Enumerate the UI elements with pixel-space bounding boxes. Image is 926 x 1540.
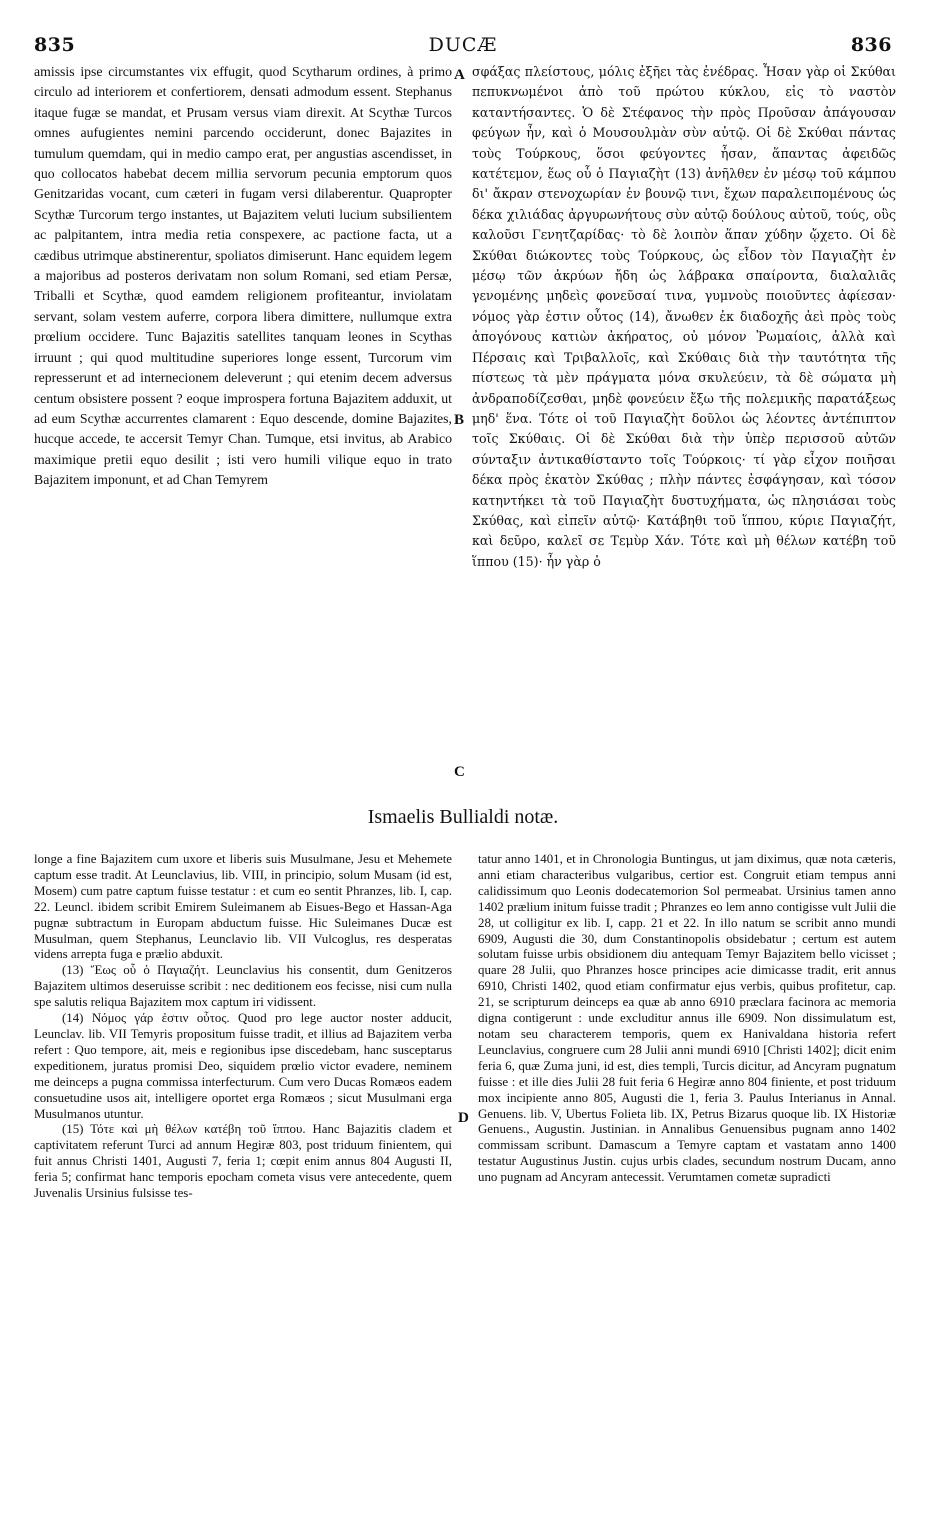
note-paragraph: longe a fine Bajazitem cum uxore et liberis suis Musulmane, Jesu et Mehemete captum esse tradit. At Leunclavius, lib. VIII, in principio, solum Musam (id est, Mosem) cum patre captum fuisse testatur : et cum eo sentit Phranzes, lib. I, cap. 22. Leuncl. ibidem scribit Emirem Suleimanem ab Eisues-Bego et Hassan-Aga pugnæ subtractum in Europam abductum fuisse. Hic Suleimanes Ducæ est Musulman, quem Stephanus, Leunclavio lib. VII Vulcoglus, res desperatas videns arrepta fuga e prælio abduxit. <box>34 852 452 962</box>
note-paragraph-continued: tatur anno 1401, et in Chronologia Buntingus, ut jam diximus, quæ nota cæteris, anni etiam characteribus vulgaribus, certior est. Congruit etiam tempus anni calidissimum quo Leonis dodecatemorion Sol permeabat. Ursinius tamen anno 1402 prælium initum fuisse tradit ; Phranzes eo lem anno contigisse vult Julii die 28, ut colligitur ex lib. I, capp. 21 et 22. In illo natum se scribit anno mundi 6909, Augusti die 30, dum Constantinopolis obsidebatur ; certum est autem solutam fuisse urbis obsidionem diu antequam Temyr Bajazitem bello vicisset ; quare 28 Julii, quo Phranzes hosce principes acie dimicasse tradit, erit annus 6910, Christi 1402, quod etiam confirmatur ejus verbis, quibus profitetur, cap. 21, se scripturum deinceps ea quæ ab anno 6910 præclara facinora ac memoria digna contigerunt : unde excluditur annus ille 6909. Non dissimulatum est, notam seu characterem temporis, quem ex Hanivaldana historia refert Leunclavius, congruere cum 28 Julii anni mundi 6910 [Christi 1402]; dicit enim feria 6, quæ Zuma juni, id est, dies templi, Turcis dicitur, ad Ancyram pugnatum fuisse : et ille dies Julii 28 fuit feria 6 Hegiræ anno 804 finiente, et post triduum mox incipiente anno 805, Augusti die 1, feria 3. Paulus Interianus in Annal. Genuens. lib. V, Ubertus Folieta lib. IX, Petrus Bizarus quoque lib. IX Historiæ Genuens., Augustin. Justinian. in Annalibus Genuensibus pugnam anno 1402 commissam scribunt. Damascum a Temyre captam et vastatam anno 1400 testatur Augustinus Justin. cujus urbis clades, secundum nostrum Ducam, anno uno pugnam ad Ancyram antecessit. Verumtamen cometæ supradicti <box>478 852 896 1185</box>
page-number-left: 835 <box>34 34 76 56</box>
note-15: (15) Τότε καὶ μὴ θέλων κατέβη τοῦ ἵππου. Hanc Bajazitis cladem et captivitatem referunt Turci ad annum Hegiræ 803, post triduum finientem, qui fuit annus Christi 1401, Augusti 7, feria 1; cœpit enim annus 804 Augusti II, feria 5; confirmat hanc temporis epocham cometa visus vere antecedente, quem Juvenalis Ursinius fulsisse tes- <box>34 1122 452 1201</box>
note-14: (14) Νόμος γάρ ἐστιν οὗτος. Quod pro lege auctor noster adducit, Leunclav. lib. VII Temyris propositum fuisse tradit, et illius ad Bajazitem verba refert : Quo tempore, ait, meis e regionibus ipse discedebam, hanc susceptarus expeditionem, juratus promisi Deo, siquidem prœlio victor evadere, neminem me deinceps a pugna commissa interfecturum. Cum vero Ducas Romæos eadem consuetudine usos ait, intelligere oportet erga Romæos ; sicut Musulmani erga Musulmanos utuntur. <box>34 1011 452 1121</box>
page-number-right: 836 <box>850 34 892 56</box>
latin-paragraph: amissis ipse circumstantes vix effugit, quod Scytharum ordines, à primo circulo ad interiorem et confertiorem, densati admodum essent. Stephanus itaque fugæ se mandat, et Prusam versus viam direxit. At Scythæ Turcos omnes aufugientes nemini parcendo occiderunt, donec Bajazites in tumulum quemdam, qui in medio campo erat, per angustias ascendisset, in quo collocatos habebat decem millia servorum pecunia emptorum quos Genitzaridas vocant, cum cæteri in fugam versi dilaberentur. Quapropter Scythæ Turcorum tergo instantes, ut Bajazitem veluti lucium subsilientem ac palpitantem, intra media retia conspexere, ac pactione facta, ut a cædibus utrimque abstinerentur, spoliatos dimiserunt. Hanc equidem legem a majoribus ad posteros derivatam non solum Romani, sed etiam Persæ, Triballi et Scythæ, quod eamdem religionem profiteantur, inviolatam servant, solam vestem auferre, corpora libera dimittere, nullumque extra prœlium occidere. Tunc Bajazitis satellites tanquam leones in Scythas irruunt ; qui quod multitudine superiores longe essent, Turcorum vim represserunt et ad internecionem deleverunt ; qui etenim decem adversus centum obsistere possent ? eoque improspera fortuna Bajazitem adduxit, ut ad eum Scythæ accurrentes clamarent : Equo descende, domine Bajazites, hucque accede, te accersit Temyr Chan. Tumque, etsi invitus, ab Arabico maximique pretii equo desilit ; isti vero humili vilique equo in trato Bajazitem imponunt, et ad Chan Temyrem <box>34 64 452 488</box>
notes-right-column <box>478 852 896 1186</box>
margin-letter-d: D <box>458 1110 469 1126</box>
main-text <box>34 62 896 790</box>
margin-letter-a: A <box>454 67 465 83</box>
margin-letter-b: B <box>454 412 465 428</box>
notes-left-column <box>34 852 452 1202</box>
margin-letter-c: C <box>454 764 465 780</box>
running-title: DUCÆ <box>428 34 498 56</box>
greek-paragraph: σφάξας πλείστους, μόλις ἐξῆει τὰς ἐνέδρας. Ἦσαν γὰρ οἱ Σκύθαι πεπυκνωμένοι ἀπὸ τοῦ πρώτου κύκλου, εἰς τὸ ναστὸν καταντήσαντες. Ὁ δὲ Στέφανος τὴν πρὸς Προῦσαν ἀπάγουσαν φεύγων ἦν, καὶ ὁ Μουσουλμὰν σὺν αὐτῷ. Οἱ δὲ Σκύθαι πάντας τοὺς Τούρκους, ὅσοι φεύγοντες ἦσαν, ἅπαντας ἀφειδῶς κατέτεμον, ἕως οὗ ὁ Παγιαζὴτ (13) ἀνῆλθεν ἐν μέσῳ τοῦ κάμπου δι' ἄκραν στενοχωρίαν ἐν βουνῷ τινι, ἔχων παραλειπομένους ὡς δέκα χιλιάδας ἀργυρωνήτους σὺν αὐτῷ δούλους αὐτοῦ, τούς, οὓς καλοῦσι Γενητζαρίδας· τὸ δὲ λοιπὸν ἅπαν χύδην ᾤχετο. Οἱ δὲ Σκύθαι διώκοντες τοὺς Τούρκους, ὡς εἶδον τὸν Παγιαζὴτ ἐν μέσῳ τῶν ἀκρύων ἤδη ὡς λάβρακα σπαίροντα, διαλαλιᾶς γενομένης μηδεὶς φονεῦσαί τινα, γυμνοὺς ποιοῦντες ἀφίεσαν· νόμος γὰρ ἐστιν οὗτος (14), ἄνωθεν ἐκ διαδοχῆς ἀεὶ πρὸς τοὺς ἀπογόνους κατιὼν ἀκήρατος, οὐ μόνον Ῥωμαίοις, ἀλλὰ καὶ Πέρσαις καὶ Τριβαλλοῖς, καὶ Σκύθαις διὰ τὴν ταυτότητα τῆς πίστεως τὰ μὲν πράγματα μόνα σκυλεύειν, τὰ δὲ σώματα μὴ ἀνδραποδίζεσθαι, μηδὲ φονεύειν ἔξω τῆς πολεμικῆς παρατάξεως μηδ' ἕνα. Τότε οἱ τοῦ Παγιαζὴτ δοῦλοι ὡς λέοντες ἀντέπιπτον τοῖς Σκύθαις. Οἱ δὲ Σκύθαι διὰ τὴν ὑπὲρ περισσοῦ αὐτῶν σύνταξιν ἀντικαθίσταντο τοῖς Τούρκοις· τί γὰρ εἶχον ποιῆσαι δέκα πρὸς ἑκατὸν Σκύθας ; πλὴν πάντες ἐσφάγησαν, καὶ τόσον κατηντήκει τὰ τοῦ Παγιαζὴτ δυστυχήματα, ὡς πλησιάσαι τοὺς Σκύθας, καὶ εἰπεῖν αὐτῷ· Κατάβηθι τοῦ ἵππου, κύριε Παγιαζήτ, καὶ δεῦρο, καλεῖ σε Τεμὺρ Χάν. Τότε καὶ μὴ θέλων κατέβη τοῦ ἵππου (15)· ἦν γὰρ ὁ <box>472 64 896 569</box>
notes-section <box>34 852 896 1512</box>
notes-heading: Ismaelis Bullialdi notæ. <box>367 806 559 828</box>
latin-column <box>34 62 452 491</box>
note-13: (13) Ἕως οὗ ὁ Παγιαζήτ. Leunclavius his consentit, dum Genitzeros Bajazitem ultimos deseruisse scribit : nec deditionem eos fecisse, nisi cum nulla spe salutis reliqua Bajazitem mox captum iri vidissent. <box>34 963 452 1010</box>
greek-column <box>472 62 896 572</box>
running-head <box>34 34 892 58</box>
